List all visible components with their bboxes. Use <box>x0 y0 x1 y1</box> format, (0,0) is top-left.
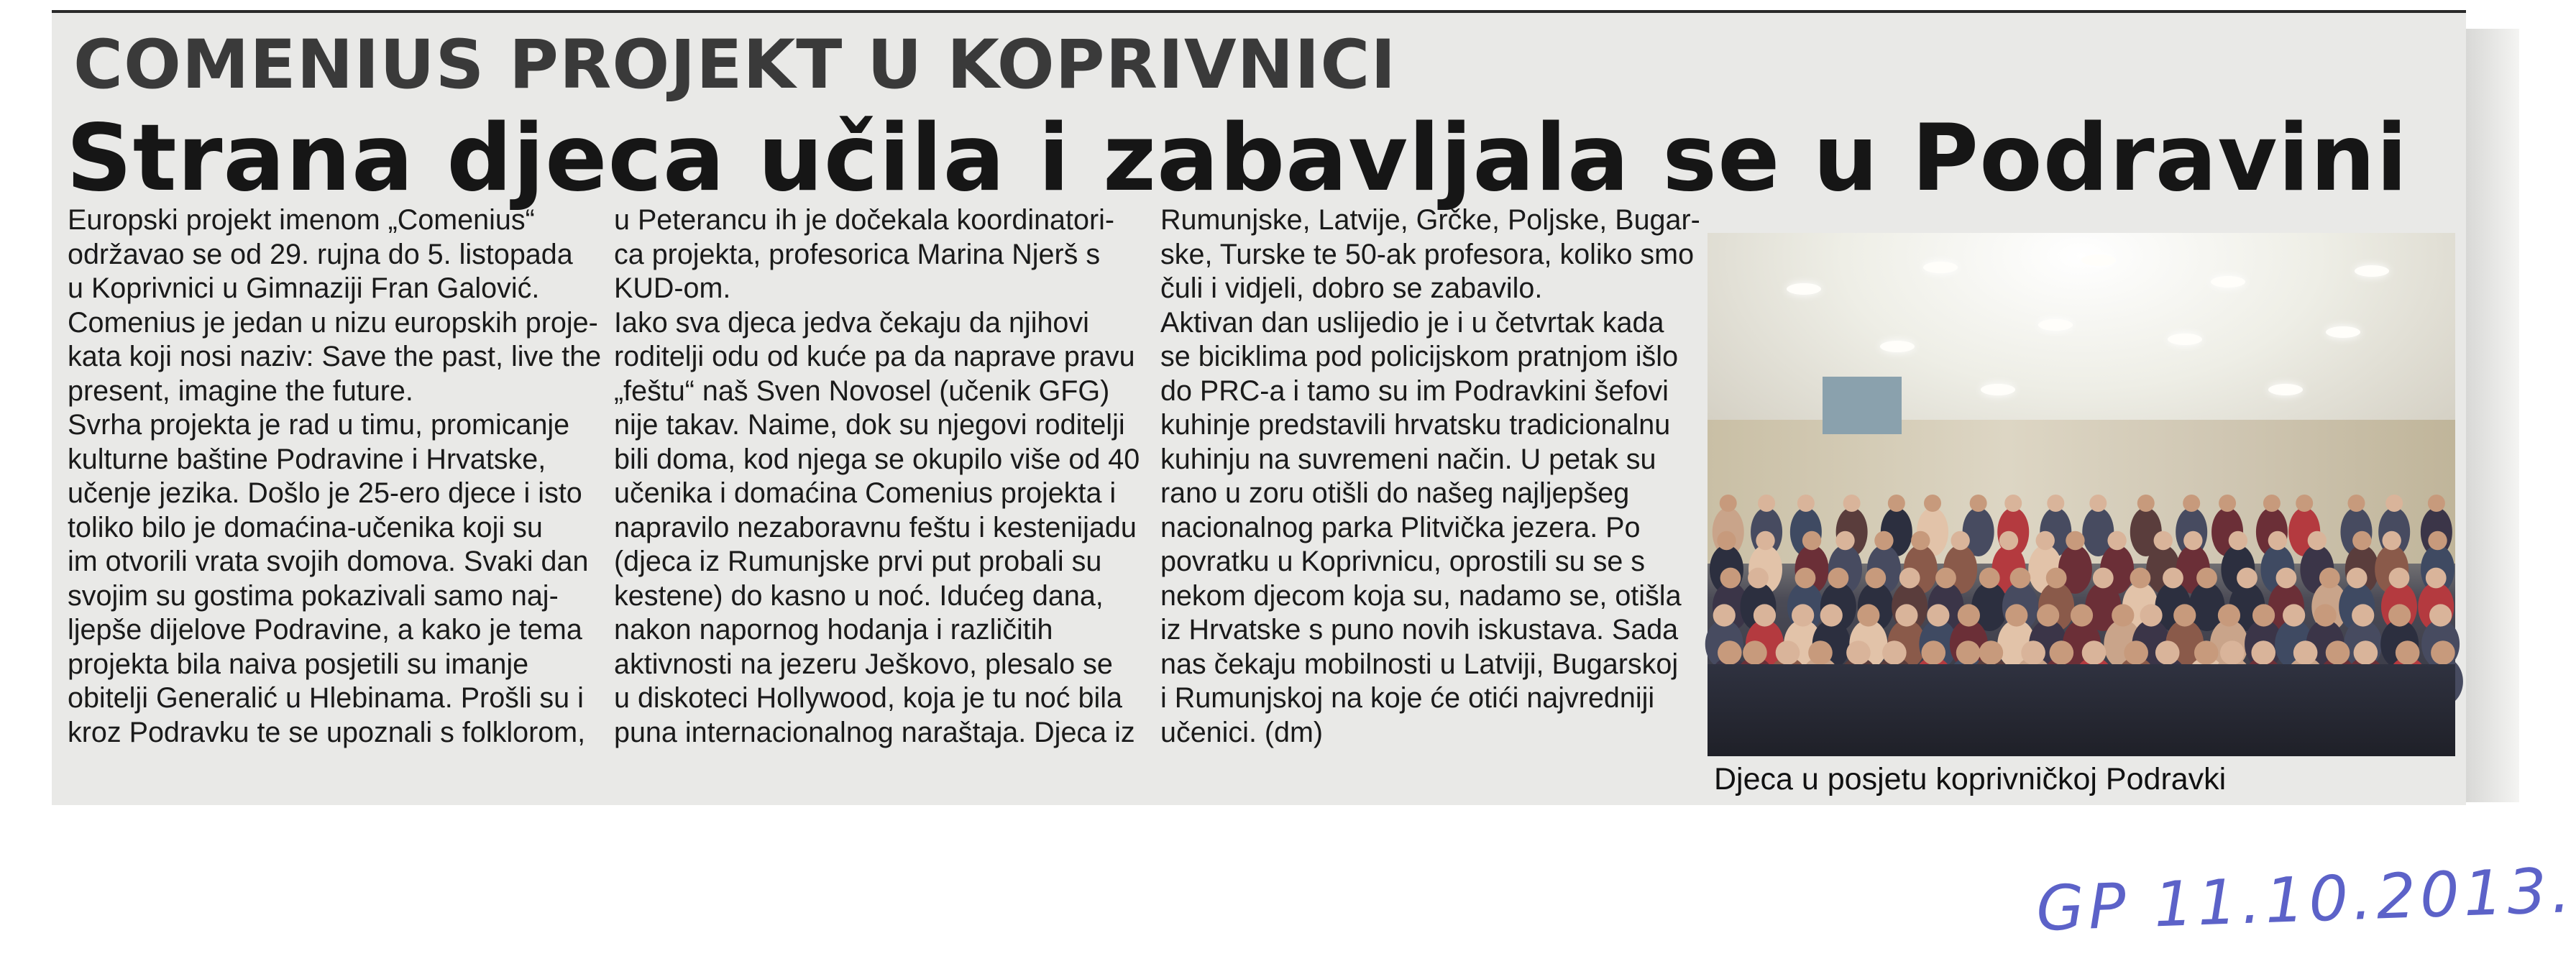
person-head <box>2218 604 2240 626</box>
person-head <box>2237 568 2258 589</box>
person-head <box>1958 604 1980 626</box>
person-head <box>2154 531 2173 550</box>
person-head <box>1720 495 1737 512</box>
person-head <box>2426 568 2447 589</box>
person-head <box>2220 640 2245 665</box>
newspaper-clipping <box>52 10 2466 805</box>
text-line: kroz Podravku te se upoznali s folklorom, <box>68 716 586 748</box>
person-head <box>2382 531 2401 550</box>
person-head <box>2037 604 2059 626</box>
person-head <box>2428 495 2445 512</box>
person-head <box>2194 640 2219 665</box>
person-head <box>2140 604 2162 626</box>
person-head <box>1951 531 1969 550</box>
person-head <box>1899 568 1920 589</box>
person-head <box>2352 531 2371 550</box>
person-head <box>2389 568 2410 589</box>
person-head <box>1924 495 1941 512</box>
person-head <box>2082 640 2107 665</box>
text-line: u Peterancu ih je dočekala koordinatori- <box>614 204 1115 236</box>
article-column-1 <box>68 203 600 750</box>
person-head <box>2089 495 2107 512</box>
text-line: kestene) do kasno u noć. Idućeg dana, <box>614 579 1104 612</box>
person-head <box>2021 640 2045 665</box>
text-line: Aktivan dan uslijedio je i u četvrtak kada <box>1160 306 1664 339</box>
article-headline: Strana djeca učila i zabavljala se u Podravini <box>66 105 2408 212</box>
text-line: kuhinje predstavili hrvatsku tradicionalnu <box>1160 409 1671 441</box>
person-head <box>2431 640 2455 665</box>
text-line: kulturne baštine Podravine i Hrvatske, <box>68 443 546 475</box>
text-line: rano u zoru otišli do našeg najljepšeg <box>1160 477 1630 509</box>
person-head <box>2268 531 2287 550</box>
text-line: kata koji nosi naziv: Save the past, live the <box>68 341 602 372</box>
person-head <box>2283 604 2305 626</box>
text-line: nakon napornog hodanja i različitih <box>614 614 1053 646</box>
person-head <box>1797 495 1815 512</box>
person-head <box>1743 640 1767 665</box>
person-head <box>1720 568 1741 589</box>
text-line: aktivnosti na jezeru Ješkovo, plesalo se <box>614 648 1113 680</box>
person-head <box>2183 495 2200 512</box>
person-head <box>1713 604 1736 626</box>
person-head <box>1846 640 1871 665</box>
person-head <box>1748 568 1769 589</box>
person-head <box>1758 495 1775 512</box>
person-head <box>2130 568 2151 589</box>
ceiling-light <box>1787 283 1821 295</box>
person-head <box>2347 568 2368 589</box>
article-kicker: COMENIUS PROJEKT U KOPRIVNICI <box>73 26 1397 104</box>
text-line: napravilo nezaboravnu feštu i kestenijadu <box>614 511 1137 543</box>
person-head <box>1895 604 1917 626</box>
person-head <box>1911 531 1930 550</box>
text-line: u Koprivnici u Gimnaziji Fran Galović. <box>68 272 540 304</box>
person-head <box>2308 531 2327 550</box>
person-head <box>1888 495 1905 512</box>
person-head <box>2173 604 2196 626</box>
person-head <box>1921 640 1945 665</box>
person-head <box>2385 495 2403 512</box>
person-head <box>2293 640 2318 665</box>
text-line: nije takav. Naime, dok su njegovi roditelji <box>614 409 1125 441</box>
person-head <box>1857 604 1879 626</box>
person-head <box>2314 604 2337 626</box>
person-head <box>2252 604 2275 626</box>
text-line: roditelji odu od kuće pa da naprave pravu <box>614 341 1135 372</box>
text-line: se biciklima pod policijskom pratnjom išlo <box>1160 341 1679 372</box>
ceiling-light <box>2038 319 2073 331</box>
text-line: povratku u Koprivnicu, oprostili su se s <box>1160 546 1646 577</box>
person-head <box>2010 568 2031 589</box>
text-line: održavao se od 29. rujna do 5. listopada <box>68 238 573 270</box>
text-line: i Rumunjskoj na koje će otići najvredniji <box>1160 682 1655 714</box>
photo-wall-screen <box>1823 377 1902 434</box>
person-head <box>2354 640 2378 665</box>
text-line: (djeca iz Rumunjske prvi put probali su <box>614 546 1102 577</box>
ceiling-light <box>1923 262 1958 273</box>
text-line: nekom djecom koja su, nadamo se, otišla <box>1160 579 1682 612</box>
person-head <box>2050 640 2074 665</box>
person-head <box>1776 640 1800 665</box>
person-head <box>2229 531 2247 550</box>
person-head <box>2296 495 2313 512</box>
text-line: čuli i vidjeli, dobro se zabavilo. <box>1160 272 1543 304</box>
person-head <box>2155 640 2180 665</box>
person-head <box>2347 495 2365 512</box>
text-line: Rumunjske, Latvije, Grčke, Poljske, Bugar- <box>1160 204 1700 236</box>
person-head <box>2071 604 2093 626</box>
person-head <box>2263 495 2281 512</box>
text-line: nacionalnog parka Plitvička jezera. Po <box>1160 511 1641 543</box>
text-line: ske, Turske te 50-ak profesora, koliko smo <box>1160 238 1695 270</box>
person-head <box>1835 531 1854 550</box>
person-head <box>1882 640 1907 665</box>
person-head <box>2047 495 2064 512</box>
person-head <box>2251 640 2275 665</box>
person-head <box>1956 640 1981 665</box>
person-head <box>2396 640 2420 665</box>
person-head <box>2093 568 2114 589</box>
person-head <box>2429 604 2452 626</box>
text-line: obitelji Generalić u Hlebinama. Prošli su i <box>68 682 584 714</box>
article-column-3 <box>1160 203 1721 750</box>
person-head <box>2005 604 2027 626</box>
text-line: ljepše dijelove Podravine, a kako je tema <box>68 614 582 646</box>
text-line: toliko bilo je domaćina-učenika koji su <box>68 511 543 543</box>
ceiling-light <box>1880 341 1915 352</box>
photo-caption: Djeca u posjetu koprivničkoj Podravki <box>1714 762 2227 796</box>
person-head <box>2107 531 2126 550</box>
text-line: učenje jezika. Došlo je 25-ero djece i isto <box>68 477 582 509</box>
person-head <box>2066 531 2084 550</box>
text-line: KUD-om. <box>614 272 731 304</box>
text-line: present, imagine the future. <box>68 375 413 407</box>
person-head <box>2046 568 2067 589</box>
text-line: puna internacionalnog naraštaja. Djeca iz <box>614 716 1135 748</box>
text-line: kuhinju na suvremeni način. U petak su <box>1160 443 1656 475</box>
text-line: bili doma, kod njega se okupilo više od 40 <box>614 443 1140 475</box>
person-head <box>2183 531 2202 550</box>
page-shadow-edge <box>2466 29 2519 802</box>
person-head <box>1935 568 1956 589</box>
person-head <box>1828 568 1848 589</box>
text-line: u diskoteci Hollywood, koja je tu noć bila <box>614 682 1122 714</box>
ceiling-light <box>2168 334 2202 345</box>
person-head <box>1843 495 1861 512</box>
person-head <box>1999 531 2018 550</box>
person-head <box>1927 604 1949 626</box>
person-head <box>2319 568 2340 589</box>
text-line: učenici. (dm) <box>1160 716 1324 748</box>
text-line: svojim su gostima pokazivali samo naj- <box>68 579 559 612</box>
ceiling-light <box>2268 384 2303 395</box>
text-line: Svrha projekta je rad u timu, promicanje <box>68 409 570 441</box>
text-line: do PRC-a i tamo su im Podravkini šefovi <box>1160 375 1669 407</box>
person-head <box>2428 531 2447 550</box>
person-head <box>1865 568 1886 589</box>
text-line: „feštu“ naš Sven Novosel (učenik GFG) <box>614 375 1110 407</box>
ceiling-light <box>1981 384 2015 395</box>
text-line: Comenius je jedan u nizu europskih proje- <box>68 306 598 339</box>
group-photo <box>1708 233 2455 756</box>
person-head <box>2137 495 2155 512</box>
person-head <box>1792 604 1814 626</box>
person-head <box>1820 604 1843 626</box>
ceiling-light <box>2211 276 2245 288</box>
article-column-2 <box>614 203 1146 750</box>
text-line: učenika i domaćina Comenius projekta i <box>614 477 1117 509</box>
person-head <box>2326 640 2350 665</box>
person-head <box>1802 531 1821 550</box>
person-head <box>1979 568 2000 589</box>
text-line: im otvorili vrata svojih domova. Svaki dan <box>68 546 589 577</box>
person-head <box>1970 495 1987 512</box>
person-head <box>1754 604 1776 626</box>
person-head <box>2196 568 2217 589</box>
person-head <box>1795 568 1816 589</box>
person-head <box>2112 604 2134 626</box>
person-head <box>2036 531 2055 550</box>
ceiling-light <box>2326 326 2360 338</box>
photo-front-seats <box>1708 664 2455 756</box>
person-head <box>1979 640 2004 665</box>
person-head <box>1717 531 1736 550</box>
text-line: nas čekaju mobilnosti u Latviji, Bugarskoj <box>1160 648 1679 680</box>
person-head <box>2219 495 2236 512</box>
text-line: Iako sva djeca jedva čekaju da njihovi <box>614 306 1089 339</box>
text-line: iz Hrvatske s puno novih iskustava. Sada <box>1160 614 1679 646</box>
person-head <box>1808 640 1833 665</box>
person-head <box>2163 568 2183 589</box>
person-head <box>2388 604 2411 626</box>
text-line: ca projekta, profesorica Marina Njerš s <box>614 238 1101 270</box>
person-head <box>2004 495 2022 512</box>
handwritten-date-note: GP 11.10.2013. <box>2035 854 2576 946</box>
person-head <box>2352 604 2374 626</box>
person-head <box>2124 640 2148 665</box>
person-head <box>1756 531 1774 550</box>
person-head <box>2276 568 2297 589</box>
ceiling-light <box>2355 265 2389 277</box>
person-head <box>1874 531 1893 550</box>
text-line: Europski projekt imenom „Comenius“ <box>68 204 535 236</box>
text-line: projekta bila naiva posjetili su imanje <box>68 648 529 680</box>
ceiling-light <box>2081 254 2116 266</box>
person-head <box>1718 640 1742 665</box>
